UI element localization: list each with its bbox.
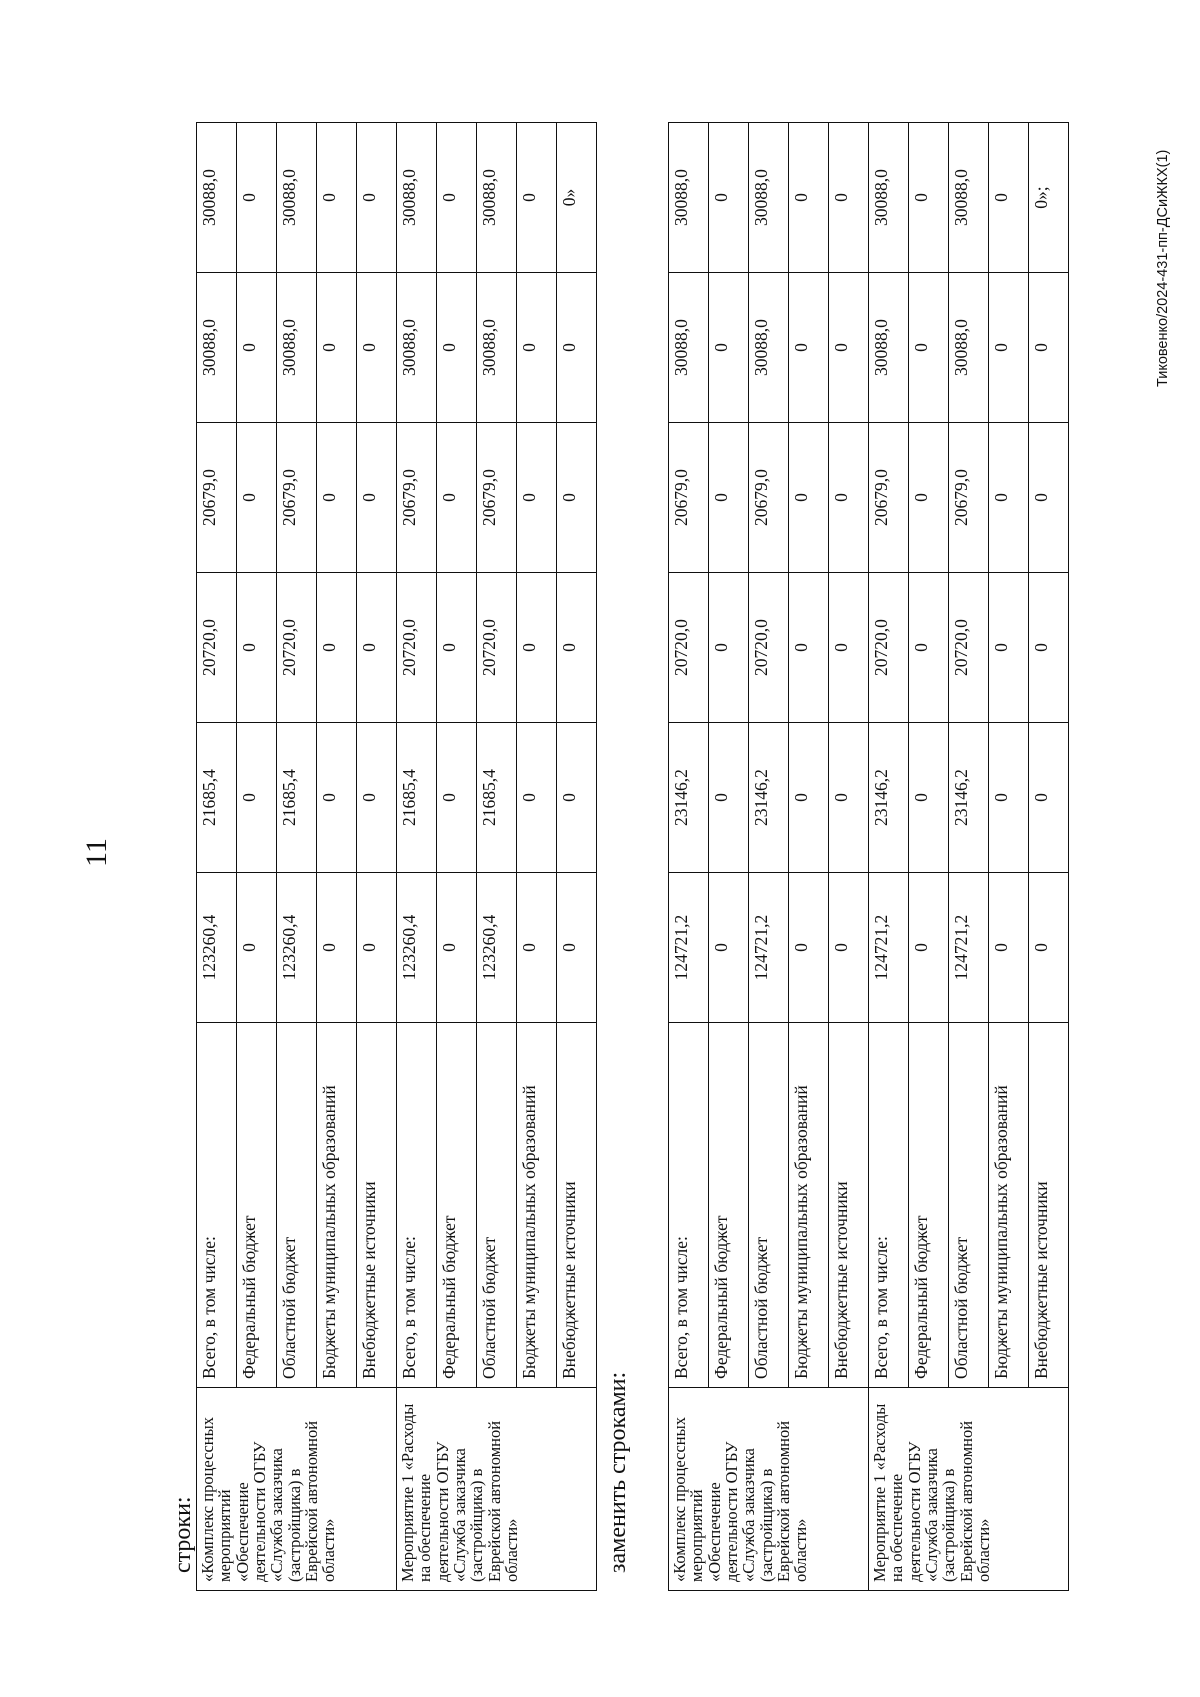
amount-cell: 30088,0 [197,123,237,273]
amount-cell: 0 [789,273,829,423]
funding-source-cell: Областной бюджет [277,1023,317,1388]
amount-cell: 20679,0 [949,423,989,573]
amount-cell: 20720,0 [277,573,317,723]
funding-source-cell: Федеральный бюджет [437,1023,477,1388]
amount-cell: 0 [317,573,357,723]
funding-source-cell: Всего, в том числе: [869,1023,909,1388]
amount-cell: 30088,0 [477,273,517,423]
amount-cell: 0 [1029,423,1069,573]
amount-cell: 21685,4 [277,723,317,873]
amount-cell: 0 [909,723,949,873]
funding-source-cell: Всего, в том числе: [397,1023,437,1388]
amount-cell: 0 [357,873,397,1023]
amount-cell: 0 [789,123,829,273]
table-row [749,123,789,1591]
program-name-cell: Мероприятие 1 «Расходы на обеспечение деятельности ОГБУ «Служба заказчика (застройщика) в Еврейской автономной области» [869,1388,1069,1591]
funding-source-cell: Бюджеты муниципальных образований [517,1023,557,1388]
amount-cell: 0 [357,273,397,423]
program-name-cell: Мероприятие 1 «Расходы на обеспечение деятельности ОГБУ «Служба заказчика (застройщика) в Еврейской автономной области» [397,1388,597,1591]
amount-cell: 0 [829,723,869,873]
amount-cell: 0 [517,573,557,723]
table-row [1029,123,1069,1591]
amount-cell: 23146,2 [669,723,709,873]
amount-cell: 30088,0 [397,123,437,273]
amount-cell: 0 [989,723,1029,873]
amount-cell: 20679,0 [669,423,709,573]
amount-cell: 0»; [1029,123,1069,273]
funding-source-cell: Бюджеты муниципальных образований [789,1023,829,1388]
amount-cell: 0 [909,573,949,723]
amount-cell: 30088,0 [277,123,317,273]
table-row [277,123,317,1591]
amount-cell: 20679,0 [277,423,317,573]
table-row [477,123,517,1591]
amount-cell: 0 [1029,573,1069,723]
amount-cell: 0 [989,423,1029,573]
funding-source-cell: Областной бюджет [749,1023,789,1388]
table-row [949,123,989,1591]
table-row [989,123,1029,1591]
table-row [669,123,709,1591]
amount-cell: 0 [789,573,829,723]
amount-cell: 0 [317,723,357,873]
amount-cell: 20720,0 [397,573,437,723]
amount-cell: 0 [989,873,1029,1023]
amount-cell: 0 [357,723,397,873]
caption-new-rows: заменить строками: [605,1371,631,1573]
amount-cell: 0 [989,573,1029,723]
amount-cell: 124721,2 [949,873,989,1023]
amount-cell: 30088,0 [669,123,709,273]
amount-cell: 0 [1029,723,1069,873]
amount-cell: 23146,2 [749,723,789,873]
amount-cell: 0 [709,123,749,273]
amount-cell: 0 [709,723,749,873]
amount-cell: 20720,0 [749,573,789,723]
amount-cell: 0 [517,273,557,423]
amount-cell: 20720,0 [197,573,237,723]
amount-cell: 0 [709,573,749,723]
amount-cell: 0 [317,273,357,423]
program-name-cell: «Комплекс процессных мероприятий «Обеспечение деятельности ОГБУ «Служба заказчика (застройщика) в Еврейской автономной области» [197,1388,397,1591]
amount-cell: 20679,0 [477,423,517,573]
amount-cell: 20679,0 [397,423,437,573]
funding-source-cell: Областной бюджет [949,1023,989,1388]
table-row [829,123,869,1591]
amount-cell: 124721,2 [669,873,709,1023]
amount-cell: 0 [989,123,1029,273]
funding-source-cell: Внебюджетные источники [829,1023,869,1388]
amount-cell: 0 [909,423,949,573]
caption-old-rows: строки: [170,1496,196,1573]
old-rows-table [196,122,597,1591]
amount-cell: 0 [437,873,477,1023]
amount-cell: 0 [829,573,869,723]
table-row [437,123,477,1591]
table-row [909,123,949,1591]
amount-cell: 0» [557,123,597,273]
amount-cell: 30088,0 [197,273,237,423]
amount-cell: 0 [517,723,557,873]
funding-source-cell: Федеральный бюджет [909,1023,949,1388]
amount-cell: 30088,0 [397,273,437,423]
new-rows-table [668,122,1069,1591]
document-code: Тиковенко/2024-431-пп-ДСиЖКХ(1) [1155,149,1171,387]
amount-cell: 30088,0 [749,123,789,273]
table-row [869,123,909,1591]
table-row [789,123,829,1591]
amount-cell: 0 [829,123,869,273]
table-row [557,123,597,1591]
funding-source-cell: Всего, в том числе: [197,1023,237,1388]
table-row [197,123,237,1591]
table-row [317,123,357,1591]
amount-cell: 30088,0 [669,273,709,423]
amount-cell: 21685,4 [197,723,237,873]
amount-cell: 0 [789,873,829,1023]
funding-source-cell: Федеральный бюджет [237,1023,277,1388]
amount-cell: 0 [237,273,277,423]
page-number: 11 [80,838,113,867]
amount-cell: 0 [237,123,277,273]
amount-cell: 20720,0 [669,573,709,723]
funding-source-cell: Внебюджетные источники [557,1023,597,1388]
amount-cell: 0 [437,123,477,273]
amount-cell: 21685,4 [397,723,437,873]
amount-cell: 0 [1029,873,1069,1023]
amount-cell: 0 [829,273,869,423]
amount-cell: 20720,0 [949,573,989,723]
amount-cell: 0 [557,273,597,423]
amount-cell: 0 [437,423,477,573]
amount-cell: 0 [709,873,749,1023]
amount-cell: 0 [437,723,477,873]
amount-cell: 0 [357,123,397,273]
amount-cell: 0 [237,423,277,573]
amount-cell: 21685,4 [477,723,517,873]
table-row [517,123,557,1591]
amount-cell: 0 [357,573,397,723]
amount-cell: 0 [909,873,949,1023]
funding-source-cell: Всего, в том числе: [669,1023,709,1388]
amount-cell: 30088,0 [949,123,989,273]
amount-cell: 0 [437,273,477,423]
amount-cell: 0 [517,423,557,573]
amount-cell: 0 [317,123,357,273]
amount-cell: 23146,2 [869,723,909,873]
table-row [709,123,749,1591]
amount-cell: 123260,4 [277,873,317,1023]
amount-cell: 30088,0 [869,123,909,273]
amount-cell: 20679,0 [197,423,237,573]
funding-source-cell: Областной бюджет [477,1023,517,1388]
amount-cell: 0 [789,423,829,573]
amount-cell: 0 [709,273,749,423]
amount-cell: 0 [789,723,829,873]
amount-cell: 20679,0 [869,423,909,573]
amount-cell: 123260,4 [397,873,437,1023]
amount-cell: 0 [557,573,597,723]
funding-source-cell: Бюджеты муниципальных образований [317,1023,357,1388]
table-row [357,123,397,1591]
amount-cell: 0 [437,573,477,723]
amount-cell: 0 [829,873,869,1023]
funding-source-cell: Внебюджетные источники [357,1023,397,1388]
amount-cell: 30088,0 [749,273,789,423]
amount-cell: 0 [557,423,597,573]
amount-cell: 0 [317,873,357,1023]
amount-cell: 0 [357,423,397,573]
amount-cell: 124721,2 [869,873,909,1023]
amount-cell: 124721,2 [749,873,789,1023]
amount-cell: 30088,0 [477,123,517,273]
amount-cell: 0 [517,123,557,273]
amount-cell: 0 [557,873,597,1023]
amount-cell: 30088,0 [277,273,317,423]
amount-cell: 0 [1029,273,1069,423]
amount-cell: 20679,0 [749,423,789,573]
funding-source-cell: Внебюджетные источники [1029,1023,1069,1388]
amount-cell: 23146,2 [949,723,989,873]
amount-cell: 30088,0 [949,273,989,423]
amount-cell: 0 [989,273,1029,423]
amount-cell: 0 [909,123,949,273]
amount-cell: 0 [909,273,949,423]
table-row [397,123,437,1591]
amount-cell: 0 [317,423,357,573]
amount-cell: 0 [557,723,597,873]
funding-source-cell: Федеральный бюджет [709,1023,749,1388]
amount-cell: 0 [237,873,277,1023]
amount-cell: 0 [829,423,869,573]
amount-cell: 20720,0 [869,573,909,723]
amount-cell: 0 [517,873,557,1023]
amount-cell: 0 [709,423,749,573]
program-name-cell: «Комплекс процессных мероприятий «Обеспечение деятельности ОГБУ «Служба заказчика (застройщика) в Еврейской автономной области» [669,1388,869,1591]
table-row [237,123,277,1591]
amount-cell: 0 [237,723,277,873]
funding-source-cell: Бюджеты муниципальных образований [989,1023,1029,1388]
amount-cell: 123260,4 [477,873,517,1023]
amount-cell: 30088,0 [869,273,909,423]
amount-cell: 20720,0 [477,573,517,723]
amount-cell: 123260,4 [197,873,237,1023]
amount-cell: 0 [237,573,277,723]
